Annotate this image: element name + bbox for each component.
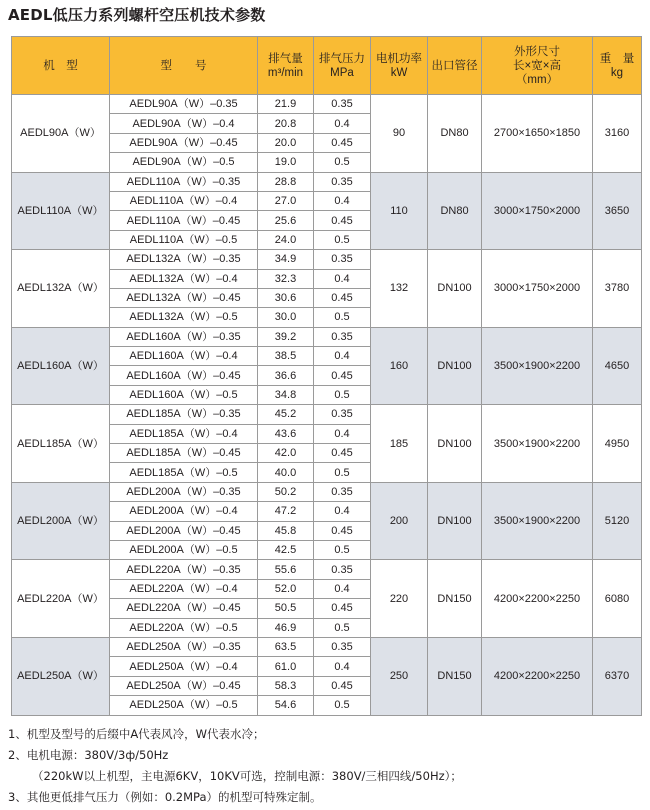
pressure-cell: 0.45	[314, 444, 371, 463]
pressure-cell: 0.45	[314, 676, 371, 695]
power-cell: 200	[371, 482, 428, 560]
table-row	[12, 250, 642, 269]
pressure-cell: 0.4	[314, 347, 371, 366]
flow-cell: 34.8	[258, 385, 314, 404]
model-cell: AEDL160A（W）–0.5	[110, 385, 258, 404]
pressure-cell: 0.5	[314, 540, 371, 559]
pressure-cell: 0.4	[314, 502, 371, 521]
flow-cell: 47.2	[258, 502, 314, 521]
weight-cell: 6370	[593, 637, 642, 715]
pressure-cell: 0.45	[314, 521, 371, 540]
outlet-cell: DN80	[428, 172, 482, 250]
dimensions-cell: 4200×2200×2250	[482, 560, 593, 638]
header-model: 型 号	[110, 37, 258, 95]
pressure-cell: 0.45	[314, 211, 371, 230]
outlet-cell: DN80	[428, 95, 482, 173]
pressure-cell: 0.5	[314, 618, 371, 637]
pressure-cell: 0.4	[314, 579, 371, 598]
model-cell: AEDL90A（W）–0.4	[110, 114, 258, 133]
model-cell: AEDL250A（W）–0.4	[110, 657, 258, 676]
model-cell: AEDL160A（W）–0.35	[110, 327, 258, 346]
dimensions-cell: 3000×1750×2000	[482, 172, 593, 250]
model-cell: AEDL200A（W）–0.45	[110, 521, 258, 540]
note-item: 1、机型及型号的后缀中A代表风冷，W代表水冷；	[8, 727, 265, 741]
weight-cell: 5120	[593, 482, 642, 560]
flow-cell: 20.0	[258, 133, 314, 152]
model-cell: AEDL110A（W）–0.5	[110, 230, 258, 249]
weight-cell: 3160	[593, 95, 642, 173]
pressure-cell: 0.45	[314, 288, 371, 307]
flow-cell: 45.2	[258, 405, 314, 424]
pressure-cell: 0.35	[314, 250, 371, 269]
power-cell: 185	[371, 405, 428, 483]
unit-type-cell: AEDL132A（W）	[12, 250, 110, 328]
flow-cell: 36.6	[258, 366, 314, 385]
model-cell: AEDL200A（W）–0.5	[110, 540, 258, 559]
pressure-cell: 0.35	[314, 637, 371, 656]
pressure-cell: 0.5	[314, 385, 371, 404]
pressure-cell: 0.45	[314, 133, 371, 152]
model-cell: AEDL220A（W）–0.45	[110, 599, 258, 618]
power-cell: 250	[371, 637, 428, 715]
flow-cell: 34.9	[258, 250, 314, 269]
power-cell: 220	[371, 560, 428, 638]
dimensions-cell: 3500×1900×2200	[482, 405, 593, 483]
model-cell: AEDL90A（W）–0.35	[110, 95, 258, 114]
flow-cell: 61.0	[258, 657, 314, 676]
model-cell: AEDL185A（W）–0.5	[110, 463, 258, 482]
unit-type-cell: AEDL200A（W）	[12, 482, 110, 560]
header-dimensions: 外形尺寸 长×宽×高 （mm）	[482, 37, 593, 95]
unit-type-cell: AEDL185A（W）	[12, 405, 110, 483]
pressure-cell: 0.5	[314, 308, 371, 327]
table-row	[12, 637, 642, 656]
model-cell: AEDL90A（W）–0.5	[110, 153, 258, 172]
flow-cell: 50.2	[258, 482, 314, 501]
model-cell: AEDL110A（W）–0.4	[110, 191, 258, 210]
model-cell: AEDL185A（W）–0.4	[110, 424, 258, 443]
unit-type-cell: AEDL160A（W）	[12, 327, 110, 405]
weight-cell: 4950	[593, 405, 642, 483]
model-cell: AEDL132A（W）–0.45	[110, 288, 258, 307]
header-flow: 排气量 m³/min	[258, 37, 314, 95]
flow-cell: 46.9	[258, 618, 314, 637]
outlet-cell: DN100	[428, 482, 482, 560]
unit-type-cell: AEDL220A（W）	[12, 560, 110, 638]
header-unit-type: 机 型	[12, 37, 110, 95]
table-row	[12, 482, 642, 501]
unit-type-cell: AEDL110A（W）	[12, 172, 110, 250]
model-cell: AEDL132A（W）–0.35	[110, 250, 258, 269]
pressure-cell: 0.45	[314, 599, 371, 618]
pressure-cell: 0.35	[314, 482, 371, 501]
model-cell: AEDL220A（W）–0.4	[110, 579, 258, 598]
model-cell: AEDL220A（W）–0.35	[110, 560, 258, 579]
table-row	[12, 405, 642, 424]
pressure-cell: 0.4	[314, 269, 371, 288]
table-row	[12, 95, 642, 114]
note-item: 3、其他更低排气压力（例如：0.2MPa）的机型可特殊定制。	[8, 790, 322, 804]
table-row	[12, 327, 642, 346]
pressure-cell: 0.35	[314, 560, 371, 579]
flow-cell: 25.6	[258, 211, 314, 230]
pressure-cell: 0.5	[314, 696, 371, 715]
unit-type-cell: AEDL250A（W）	[12, 637, 110, 715]
weight-cell: 6080	[593, 560, 642, 638]
pressure-cell: 0.45	[314, 366, 371, 385]
flow-cell: 42.0	[258, 444, 314, 463]
model-cell: AEDL160A（W）–0.4	[110, 347, 258, 366]
model-cell: AEDL200A（W）–0.4	[110, 502, 258, 521]
unit-type-cell: AEDL90A（W）	[12, 95, 110, 173]
pressure-cell: 0.35	[314, 172, 371, 191]
outlet-cell: DN100	[428, 250, 482, 328]
model-cell: AEDL110A（W）–0.35	[110, 172, 258, 191]
pressure-cell: 0.5	[314, 153, 371, 172]
flow-cell: 19.0	[258, 153, 314, 172]
model-cell: AEDL250A（W）–0.35	[110, 637, 258, 656]
pressure-cell: 0.4	[314, 191, 371, 210]
table-row	[12, 560, 642, 579]
flow-cell: 42.5	[258, 540, 314, 559]
flow-cell: 54.6	[258, 696, 314, 715]
model-cell: AEDL132A（W）–0.4	[110, 269, 258, 288]
model-cell: AEDL220A（W）–0.5	[110, 618, 258, 637]
dimensions-cell: 2700×1650×1850	[482, 95, 593, 173]
header-pressure: 排气压力 MPa	[314, 37, 371, 95]
flow-cell: 27.0	[258, 191, 314, 210]
dimensions-cell: 3000×1750×2000	[482, 250, 593, 328]
power-cell: 90	[371, 95, 428, 173]
note-item: 2、电机电源：380V/3ф/50Hz	[8, 748, 169, 762]
weight-cell: 3780	[593, 250, 642, 328]
note-item: （220kW以上机型，主电源6KV，10KV可选，控制电源：380V/三相四线/50Hz）；	[32, 769, 462, 783]
flow-cell: 40.0	[258, 463, 314, 482]
header-outlet: 出口管径	[428, 37, 482, 95]
model-cell: AEDL250A（W）–0.5	[110, 696, 258, 715]
spec-table	[11, 36, 642, 716]
pressure-cell: 0.35	[314, 327, 371, 346]
weight-cell: 4650	[593, 327, 642, 405]
header-weight: 重 量 kg	[593, 37, 642, 95]
weight-cell: 3650	[593, 172, 642, 250]
power-cell: 160	[371, 327, 428, 405]
pressure-cell: 0.5	[314, 230, 371, 249]
flow-cell: 45.8	[258, 521, 314, 540]
flow-cell: 55.6	[258, 560, 314, 579]
table-header-row	[12, 37, 642, 95]
flow-cell: 39.2	[258, 327, 314, 346]
dimensions-cell: 3500×1900×2200	[482, 482, 593, 560]
flow-cell: 30.0	[258, 308, 314, 327]
flow-cell: 52.0	[258, 579, 314, 598]
table-row	[12, 172, 642, 191]
model-cell: AEDL90A（W）–0.45	[110, 133, 258, 152]
flow-cell: 28.8	[258, 172, 314, 191]
outlet-cell: DN100	[428, 405, 482, 483]
pressure-cell: 0.4	[314, 657, 371, 676]
flow-cell: 50.5	[258, 599, 314, 618]
flow-cell: 21.9	[258, 95, 314, 114]
model-cell: AEDL185A（W）–0.35	[110, 405, 258, 424]
flow-cell: 43.6	[258, 424, 314, 443]
flow-cell: 20.8	[258, 114, 314, 133]
model-cell: AEDL185A（W）–0.45	[110, 444, 258, 463]
dimensions-cell: 3500×1900×2200	[482, 327, 593, 405]
model-cell: AEDL132A（W）–0.5	[110, 308, 258, 327]
flow-cell: 24.0	[258, 230, 314, 249]
pressure-cell: 0.4	[314, 114, 371, 133]
power-cell: 110	[371, 172, 428, 250]
pressure-cell: 0.4	[314, 424, 371, 443]
flow-cell: 30.6	[258, 288, 314, 307]
model-cell: AEDL250A（W）–0.45	[110, 676, 258, 695]
flow-cell: 63.5	[258, 637, 314, 656]
outlet-cell: DN150	[428, 637, 482, 715]
dimensions-cell: 4200×2200×2250	[482, 637, 593, 715]
flow-cell: 38.5	[258, 347, 314, 366]
flow-cell: 32.3	[258, 269, 314, 288]
pressure-cell: 0.5	[314, 463, 371, 482]
pressure-cell: 0.35	[314, 95, 371, 114]
outlet-cell: DN150	[428, 560, 482, 638]
notes	[8, 724, 462, 808]
flow-cell: 58.3	[258, 676, 314, 695]
pressure-cell: 0.35	[314, 405, 371, 424]
model-cell: AEDL110A（W）–0.45	[110, 211, 258, 230]
power-cell: 132	[371, 250, 428, 328]
outlet-cell: DN100	[428, 327, 482, 405]
model-cell: AEDL160A（W）–0.45	[110, 366, 258, 385]
model-cell: AEDL200A（W）–0.35	[110, 482, 258, 501]
page-title: AEDL低压力系列螺杆空压机技术参数	[8, 6, 266, 24]
header-power: 电机功率 kW	[371, 37, 428, 95]
